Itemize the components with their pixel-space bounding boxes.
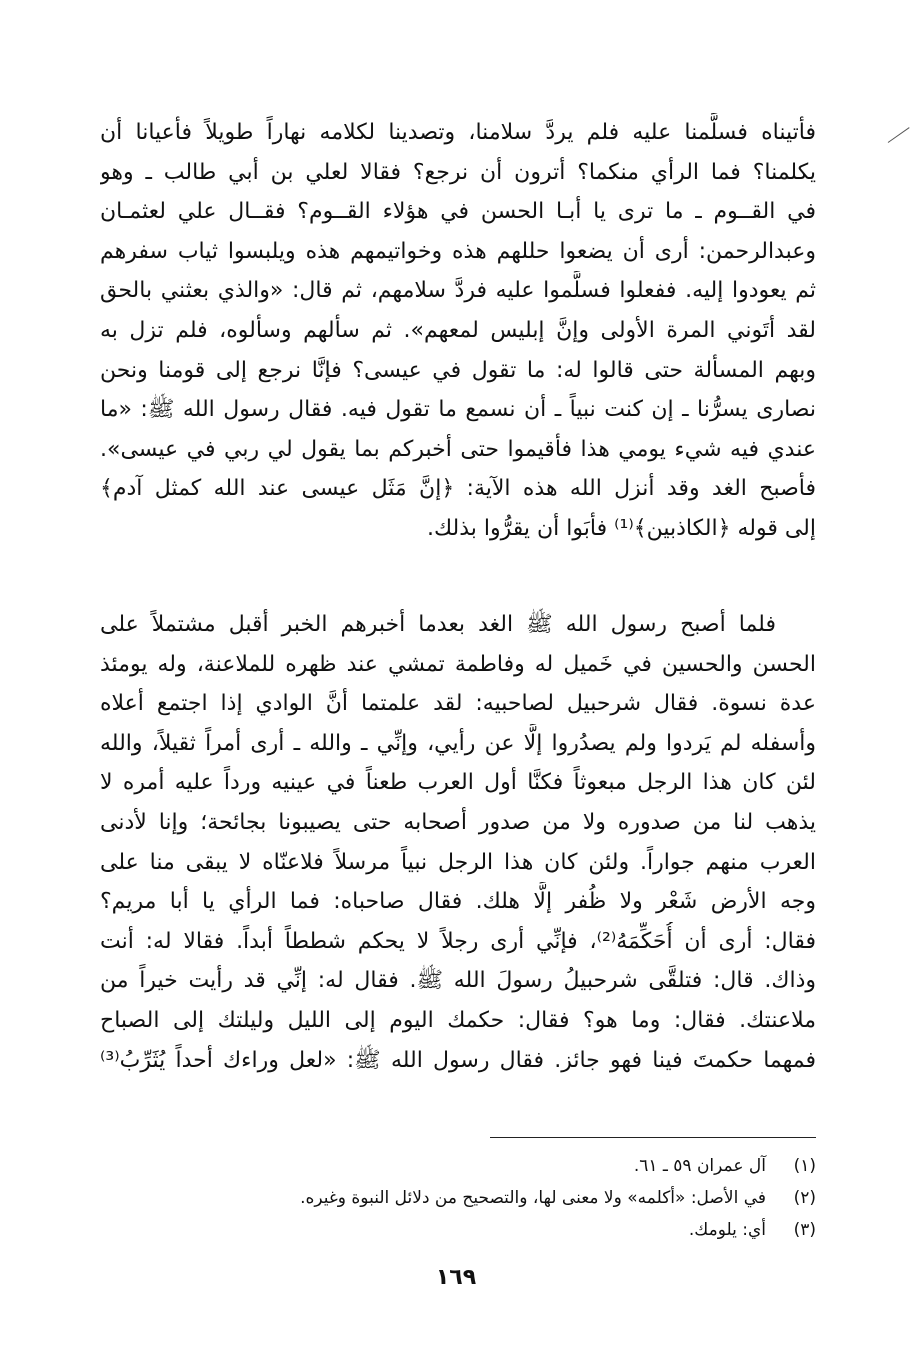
paragraph-2 [100, 605, 816, 1080]
text-line: ملاعنتك. فقال: وما هو؟ فقال: حكمك اليوم إلى الليل وليلتك إلى الصباح [100, 1007, 816, 1033]
text-line: الحسن والحسين في خَميل له وفاطمة تمشي عند ظهره للملاعنة، وله يومئذ [100, 651, 816, 677]
footnote-text: أي: يلومك. [688, 1220, 766, 1240]
footnote-number: (٣) [793, 1220, 816, 1240]
footnote-text: آل عمران ٥٩ ـ ٦١. [633, 1156, 766, 1176]
footnote-2 [100, 1182, 816, 1214]
text-line: فأتيناه فسلَّمنا عليه فلم يردَّ سلامنا، وتصدينا لكلامه نهاراً طويلاً فأعيانا أن [100, 120, 816, 145]
footnote-text: في الأصل: «أكلمه» ولا معنى لها، والتصحيح من دلائل النبوة وغيره. [300, 1188, 766, 1208]
text-line: فلما أصبح رسول الله ﷺ الغد بعدما أخبرهم الخبر أقبل مشتملاً على [100, 612, 776, 637]
text-line: عندي فيه شيء يومي هذا فأقيموا حتى أخبركم بما يقول لي ربي في عيسى». [100, 436, 816, 462]
text-line: عدة نسوة. فقال شرحبيل لصاحبيه: لقد علمتما أنَّ الوادي إذا اجتمع أعلاه [100, 691, 816, 717]
text-line: يذهب لنا من صدوره ولا من صدور أصحابه حتى يصيبونا بجائحة؛ وإنا لأدنى [100, 809, 816, 835]
text-line: وجه الأرض شَعْر ولا ظُفر إلَّا هلك. فقال صاحباه: فما الرأي يا أبا مريم؟ [100, 889, 816, 915]
footnote-number: (٢) [793, 1188, 816, 1208]
text-line: وأسفله لم يَردوا ولم يصدُروا إلَّا عن رأيي، وإنِّي ـ والله ـ أرى أمراً ثقيلاً، والله [100, 730, 816, 756]
page-number: ١٦٩ [435, 1265, 477, 1290]
footnotes [100, 1150, 816, 1246]
text-line: إلى قوله ﴿الكاذبين﴾⁽¹⁾ فأبَوا أن يقرُّوا بذلك. [426, 515, 816, 541]
text-line: فأصبح الغد وقد أنزل الله هذه الآية: ﴿إنَّ مَثَل عيسى عند الله كمثل آدم﴾ [100, 476, 816, 502]
text-line: يكلمنا؟ فما الرأي منكما؟ أترون أن نرجع؟ فقالا لعلي بن أبي طالب ـ وهو [100, 159, 816, 185]
text-line: فقال: أرى أن أُحَكِّمَهُ⁽²⁾، فإنِّي أرى رجلاً لا يحكم شططاً أبداً. فقالا له: أنت [100, 928, 816, 954]
paragraph-1 [100, 113, 816, 549]
text-line: في القــوم ـ ما ترى يا أبـا الحسن في هؤلاء القــوم؟ فقــال علي لعثمـان [100, 199, 816, 225]
text-line: فمهما حكمتَ فينا فهو جائز. فقال رسول الله ﷺ: «لعل وراءك أحداً يُثَرِّبُ⁽³⁾ [100, 1047, 816, 1073]
text-line: ثم يعودوا إليه. ففعلوا فسلَّموا عليه فردَّ سلامهم، ثم قال: «والذي بعثني بالحق [100, 278, 816, 304]
text-line: وذاك. قال: فتلقَّى شرحبيلُ رسولَ الله ﷺ. فقال له: إنِّي قد رأيت خيراً من [100, 968, 816, 994]
footnote-separator [490, 1137, 816, 1138]
text-line: لئن كان هذا الرجل مبعوثاً فكنَّا أول العرب طعناً في عينيه ورداً عليه أمره لا [100, 770, 816, 796]
text-line: وبهم المسألة حتى قالوا له: ما تقول في عيسى؟ فإنَّا نرجع إلى قومنا ونحن [100, 357, 816, 383]
footnote-number: (١) [793, 1156, 816, 1176]
text-line: لقد أتَوني المرة الأولى وإنَّ إبليس لمعهم». ثم سألهم وسألوه، فلم تزل به [100, 317, 816, 343]
scan-edge-mark [888, 127, 910, 143]
text-line: العرب منهم جواراً. ولئن كان هذا الرجل نبياً مرسلاً فلاعنّاه لا يبقى منا على [100, 849, 816, 875]
footnote-1 [100, 1150, 816, 1182]
footnote-3 [100, 1214, 816, 1246]
text-line: وعبدالرحمن: أرى أن يضعوا حللهم هذه وخواتيمهم هذه ويلبسوا ثياب سفرهم [100, 238, 816, 264]
text-line: نصارى يسرُّنا ـ إن كنت نبياً ـ أن نسمع ما تقول فيه. فقال رسول الله ﷺ: «ما [100, 397, 816, 423]
